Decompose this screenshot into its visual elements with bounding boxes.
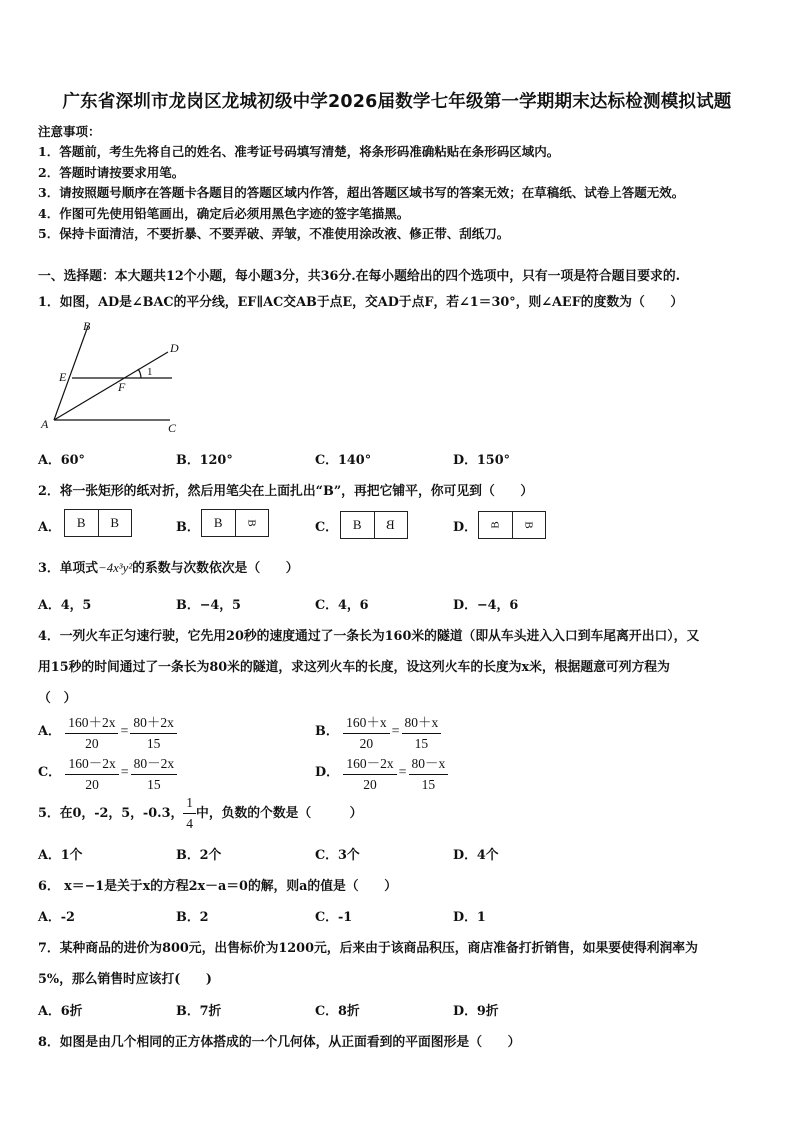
angle-1-arc: [138, 369, 141, 378]
question-4-line-3: （ ）: [38, 691, 77, 706]
notice-item: 2．答题时请按要求用笔。: [38, 165, 185, 180]
label-1: 1: [147, 366, 153, 378]
folded-half-left: B: [341, 512, 375, 538]
label-f: F: [118, 380, 126, 394]
q3-option-d[interactable]: D．−4，6: [453, 598, 519, 613]
q5-option-d[interactable]: D．4个: [453, 848, 499, 863]
fraction: $\frac{80-2x}{15}$: [131, 752, 178, 793]
q7-option-c[interactable]: C．8折: [315, 1004, 360, 1019]
label-d: D: [170, 341, 179, 355]
q5-option-a[interactable]: A．1个: [38, 848, 83, 863]
q4-option-a[interactable]: A． $\frac{160+2x}{20}$ = $\frac{80+2x}{15}$: [38, 711, 177, 752]
q4-option-d[interactable]: D． $\frac{160-2x}{20}$ = $\frac{80-x}{15}$: [315, 752, 448, 793]
label-c: C: [168, 421, 177, 435]
notice-item: 4．作图可先使用铅笔画出，确定后必须用黑色字迹的签字笔描黑。: [38, 206, 410, 221]
monomial-expression: −4x³y²: [98, 561, 133, 575]
q7-option-a[interactable]: A．6折: [38, 1004, 83, 1019]
notice-heading: 注意事项：: [38, 124, 101, 139]
fraction-one-quarter: $\frac{1}{4}$: [183, 795, 196, 832]
label-e: E: [59, 370, 67, 384]
question-8-text: 8．如图是由几个相同的正方体搭成的一个几何体，从正面看到的平面图形是（ ）: [38, 1035, 521, 1050]
fraction: $\frac{80+2x}{15}$: [130, 711, 177, 752]
q2-option-c-figure[interactable]: [340, 511, 408, 539]
q7-option-b[interactable]: B．7折: [176, 1004, 222, 1019]
q3-option-c[interactable]: C．4，6: [315, 598, 369, 613]
q1-option-b[interactable]: B．120°: [176, 453, 233, 468]
q6-option-a[interactable]: A．-2: [38, 910, 75, 925]
line-ad: [54, 352, 168, 420]
label-a: A: [41, 417, 49, 431]
question-1-text: 1．如图，AD是∠BAC的平分线，EF∥AC交AB于点E，交AD于点F，若∠1＝30°，则∠AEF的度数为（ ）: [38, 295, 684, 310]
question-5-text: 5．在0，-2，5，-0.3， $\frac{1}{4}$ 中，负数的个数是（ ）: [38, 795, 363, 831]
q6-option-b[interactable]: B．2: [176, 910, 209, 925]
fraction: $\frac{160-2x}{20}$: [343, 752, 396, 793]
q1-option-c[interactable]: C．140°: [315, 453, 372, 468]
q7-option-d[interactable]: D．9折: [453, 1004, 499, 1019]
fraction: $\frac{160-2x}{20}$: [65, 752, 118, 793]
q4-option-b[interactable]: B． $\frac{160+x}{20}$ = $\frac{80+x}{15}$: [315, 711, 441, 752]
q2-option-d-figure[interactable]: [478, 511, 546, 539]
q2-option-b-figure[interactable]: [201, 509, 269, 537]
fraction: $\frac{160+2x}{20}$: [65, 711, 118, 752]
fraction: $\frac{160+x}{20}$: [343, 711, 390, 752]
notice-item: 5．保持卡面清洁，不要折暴、不要弄破、弄皱，不准使用涂改液、修正带、刮纸刀。: [38, 226, 510, 241]
question-2-text: 2．将一张矩形的纸对折，然后用笔尖在上面扎出“B”，再把它铺平，你可见到（ ）: [38, 484, 534, 499]
folded-half-right: B: [522, 521, 535, 529]
q5-option-c[interactable]: C．3个: [315, 848, 360, 863]
q2-option-a-figure[interactable]: [64, 509, 132, 537]
q2-option-d-label[interactable]: D．: [453, 520, 477, 535]
notice-item: 3．请按照题号顺序在答题卡各题目的答题区域内作答，超出答题区域书写的答案无效；在草稿纸、试卷上答题无效。: [38, 185, 685, 200]
q1-option-d[interactable]: D．150°: [453, 453, 511, 468]
q4-option-c[interactable]: C． $\frac{160-2x}{20}$ = $\frac{80-2x}{15}$: [38, 752, 177, 793]
page-title: 广东省深圳市龙岗区龙城初级中学2026届数学七年级第一学期期末达标检测模拟试题: [62, 92, 732, 112]
q3-option-a[interactable]: A．4，5: [38, 598, 92, 613]
question-4-line-2: 用15秒的时间通过了一条长为80米的隧道，求这列火车的长度，设这列火车的长度为x米，根据题意可列方程为: [38, 660, 670, 675]
fraction: $\frac{80-x}{15}$: [409, 752, 449, 793]
folded-half-right: B: [245, 519, 258, 527]
q2-option-c-label[interactable]: C．: [315, 520, 338, 535]
question-3-text: 3．单项式−4x³y²的系数与次数依次是（ ）: [38, 561, 299, 576]
q2-option-a-label[interactable]: A．: [38, 520, 61, 535]
question-7-line-1: 7．某种商品的进价为800元，出售标价为1200元，后来由于该商品积压，商店准备打折销售，如果要使得利润率为: [38, 941, 698, 956]
q1-geometry-figure: [38, 318, 188, 438]
fraction: $\frac{80+x}{15}$: [402, 711, 442, 752]
q3-option-b[interactable]: B．−4，5: [176, 598, 241, 613]
q6-option-d[interactable]: D．1: [453, 910, 486, 925]
folded-half-left: B: [479, 512, 513, 538]
question-6-text: 6． x＝−1是关于x的方程2x－a＝0的解，则a的值是（ ）: [38, 879, 397, 894]
question-4-line-1: 4．一列火车正匀速行驶，它先用20秒的速度通过了一条长为160米的隧道（即从车头进入入口到车尾离开出口），又: [38, 629, 700, 644]
folded-half-right: B: [386, 517, 396, 532]
section-heading: 一、选择题：本大题共12个小题，每小题3分，共36分.在每小题给出的四个选项中，只有一项是符合题目要求的.: [38, 269, 681, 284]
q5-option-b[interactable]: B．2个: [176, 848, 222, 863]
q1-option-a[interactable]: A．60°: [38, 453, 85, 468]
notice-item: 1．答题前，考生先将自己的姓名、准考证号码填写清楚，将条形码准确粘贴在条形码区域内。: [38, 144, 560, 159]
question-7-line-2: 5%，那么销售时应该打( ): [38, 972, 212, 987]
folded-half-right: B: [110, 515, 120, 530]
q6-option-c[interactable]: C．-1: [315, 910, 353, 925]
q2-option-b-label[interactable]: B．: [176, 520, 200, 535]
folded-half-left: B: [202, 510, 236, 536]
label-b: B: [83, 319, 91, 333]
folded-half-left: B: [65, 510, 99, 536]
